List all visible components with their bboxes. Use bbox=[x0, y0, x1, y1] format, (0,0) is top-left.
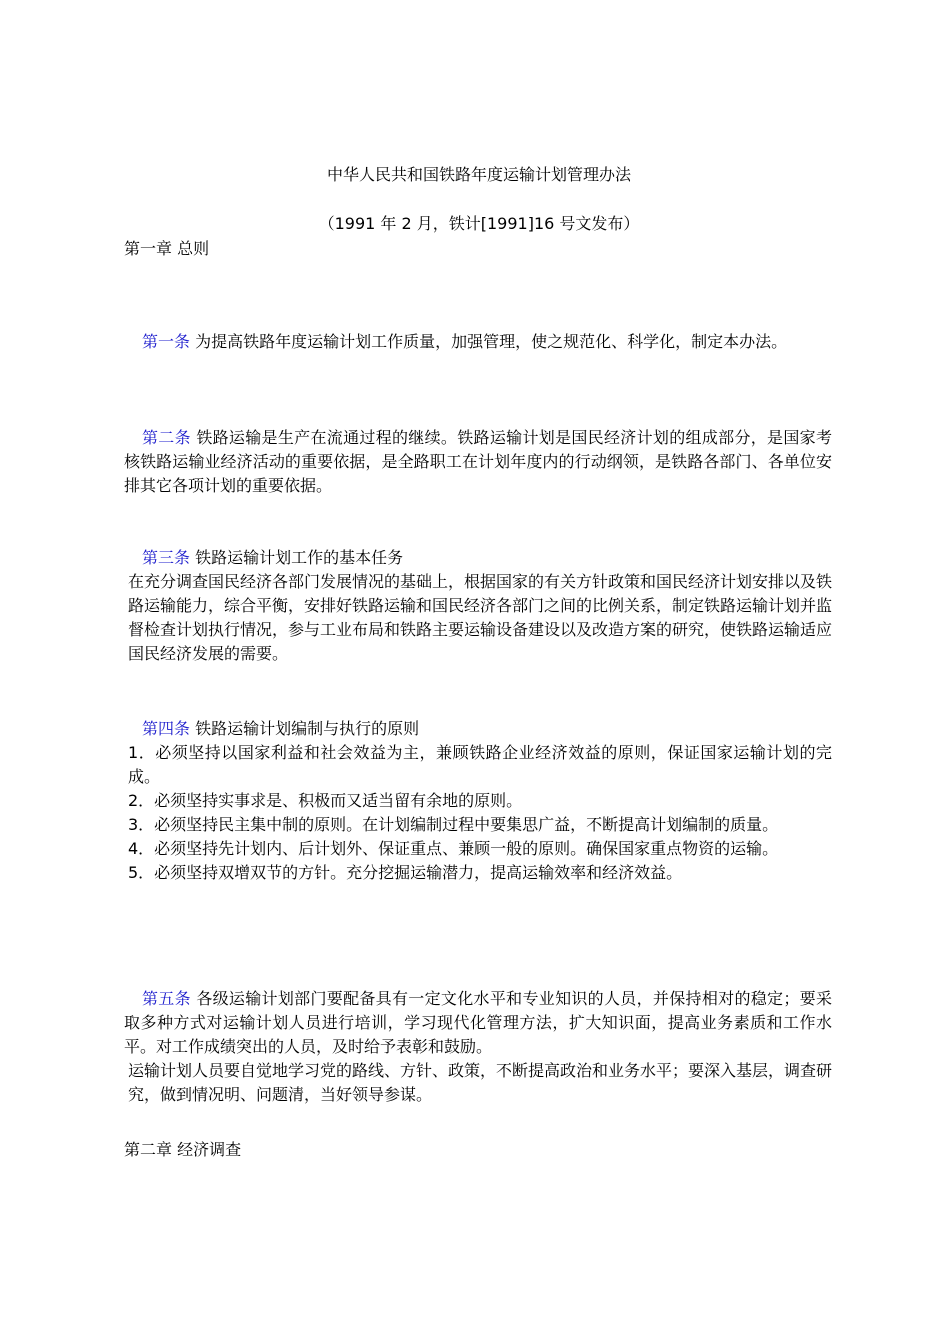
article-5-number: 第五条 bbox=[142, 989, 191, 1008]
article-4-item-1: 1．必须坚持以国家利益和社会效益为主，兼顾铁路企业经济效益的原则，保证国家运输计划的完成。 bbox=[128, 743, 832, 786]
article-5-text: 各级运输计划部门要配备具有一定文化水平和专业知识的人员，并保持相对的稳定；要采取多种方式对运输计划人员进行培训，学习现代化管理方法，扩大知识面，提高业务素质和工作水平。对工作成绩突出的人员，及时给予表彰和鼓励。 bbox=[124, 989, 832, 1056]
chapter-heading-2: 第二章 经济调查 bbox=[124, 1140, 242, 1159]
chapter-heading-1: 第一章 总则 bbox=[124, 239, 210, 258]
article-4-heading: 铁路运输计划编制与执行的原则 bbox=[190, 719, 420, 738]
document-subtitle: （1991 年 2 月，铁计[1991]16 号文发布） bbox=[318, 214, 640, 233]
article-5 bbox=[124, 987, 832, 1107]
article-5-text-2: 运输计划人员要自觉地学习党的路线、方针、政策，不断提高政治和业务水平；要深入基层，调查研究，做到情况明、问题清，当好领导参谋。 bbox=[128, 1061, 833, 1104]
article-1 bbox=[124, 330, 832, 354]
article-3-heading-line bbox=[124, 546, 832, 570]
article-1-text: 为提高铁路年度运输计划工作质量，加强管理，使之规范化、科学化，制定本办法。 bbox=[190, 332, 788, 351]
document-title: 中华人民共和国铁路年度运输计划管理办法 bbox=[326, 165, 631, 184]
article-4-number: 第四条 bbox=[142, 719, 191, 738]
article-3-heading: 铁路运输计划工作的基本任务 bbox=[190, 548, 404, 567]
article-4-item-3: 3．必须坚持民主集中制的原则。在计划编制过程中要集思广益，不断提高计划编制的质量。 bbox=[128, 815, 779, 834]
article-3-number: 第三条 bbox=[142, 548, 191, 567]
article-4 bbox=[124, 717, 832, 885]
article-4-item-2: 2．必须坚持实事求是、积极而又适当留有余地的原则。 bbox=[128, 791, 523, 810]
article-4-item-5: 5．必须坚持双增双节的方针。充分挖掘运输潜力，提高运输效率和经济效益。 bbox=[128, 863, 683, 882]
article-4-item-4: 4．必须坚持先计划内、后计划外、保证重点、兼顾一般的原则。确保国家重点物资的运输。 bbox=[128, 839, 779, 858]
article-1-number: 第一条 bbox=[142, 332, 191, 351]
article-3-text: 在充分调查国民经济各部门发展情况的基础上，根据国家的有关方针政策和国民经济计划安排以及铁路运输能力，综合平衡，安排好铁路运输和国民经济各部门之间的比例关系，制定铁路运输计划并监督检查计划执行情况，参与工业布局和铁路主要运输设备建设以及改造方案的研究，使铁路运输适应国民经济发展的需要。 bbox=[128, 572, 833, 663]
article-2-number: 第二条 bbox=[142, 428, 191, 447]
article-2-text: 铁路运输是生产在流通过程的继续。铁路运输计划是国民经济计划的组成部分，是国家考核铁路运输业经济活动的重要依据，是全路职工在计划年度内的行动纲领，是铁路各部门、各单位安排其它各项计划的重要依据。 bbox=[124, 428, 832, 495]
article-2 bbox=[124, 426, 832, 498]
article-3 bbox=[124, 546, 832, 666]
article-4-heading-line bbox=[124, 717, 832, 741]
